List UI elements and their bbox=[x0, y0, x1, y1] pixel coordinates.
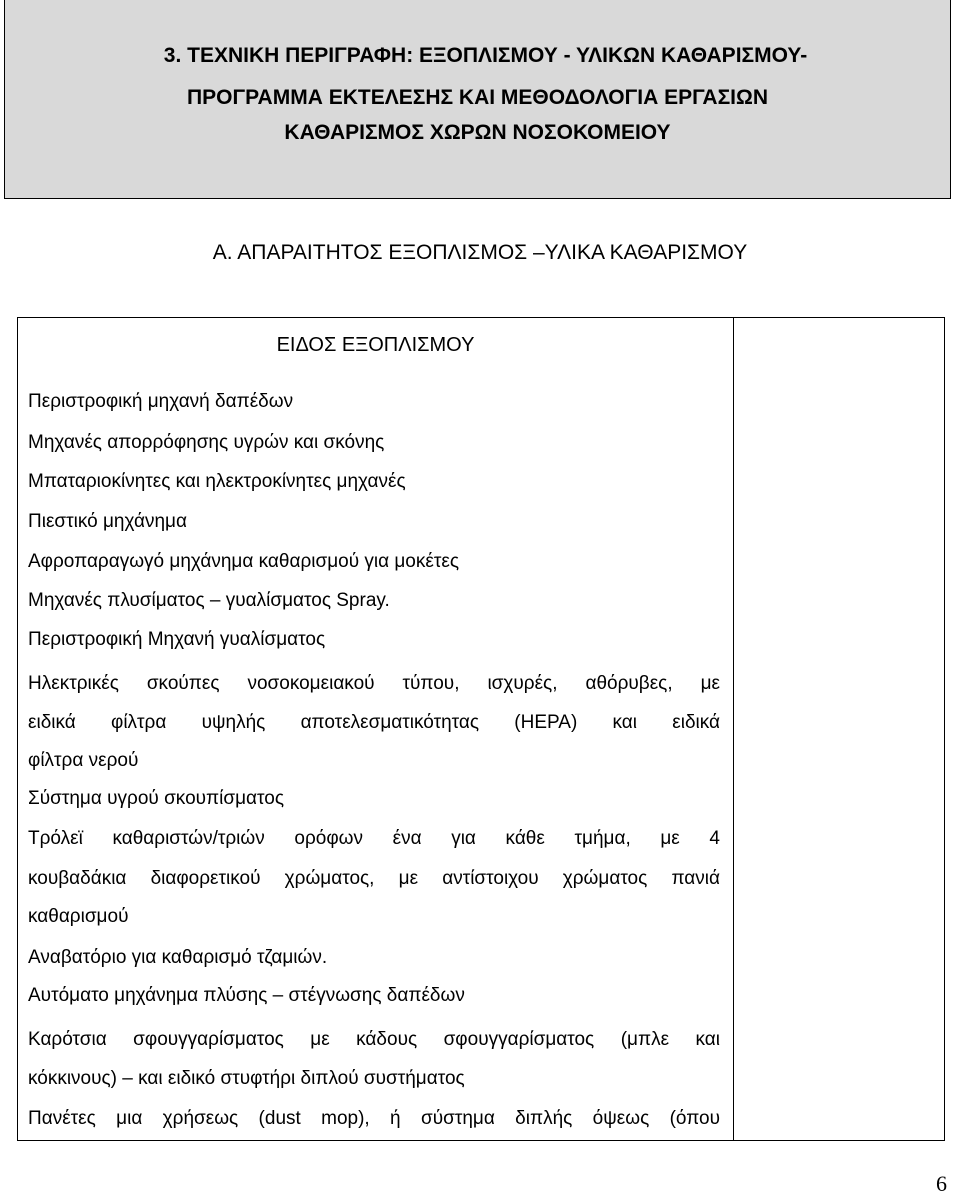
table-line: Σύστημα υγρού σκουπίσματος bbox=[28, 788, 284, 809]
table-line: Περιστροφική Μηχανή γυαλίσματος bbox=[28, 629, 326, 650]
table-line: Μπαταριοκίνητες και ηλεκτροκίνητες μηχανές bbox=[28, 471, 406, 492]
table-line: Καρότσια σφουγγαρίσματος με κάδους σφουγγαρίσματος (μπλε και bbox=[28, 1029, 720, 1050]
equipment-table bbox=[17, 317, 945, 1141]
title-box bbox=[4, 0, 951, 199]
table-line: καθαρισμού bbox=[28, 906, 129, 927]
table-line: Αναβατόριο για καθαρισμό τζαμιών. bbox=[28, 947, 328, 968]
table-line: Περιστροφική μηχανή δαπέδων bbox=[28, 391, 294, 412]
section-heading: Α. ΑΠΑΡΑΙΤΗΤΟΣ ΕΞΟΠΛΙΣΜΟΣ –ΥΛΙΚΑ ΚΑΘΑΡΙΣΜΟΥ bbox=[212, 241, 748, 264]
table-line: Τρόλεϊ καθαριστών/τριών ορόφων ένα για κάθε τμήμα, με 4 bbox=[28, 828, 720, 849]
table-column-divider bbox=[733, 318, 734, 1140]
table-line: κόκκινους) – και ειδικό στυφτήρι διπλού συστήματος bbox=[28, 1068, 465, 1089]
table-line: Μηχανές πλυσίματος – γυαλίσματος Spray. bbox=[28, 590, 390, 611]
page-number: 6 bbox=[936, 1171, 947, 1196]
document-title-line-2: ΠΡΟΓΡΑΜΜΑ ΕΚΤΕΛΕΣΗΣ ΚΑΙ ΜΕΘΟΔΟΛΟΓΙΑ ΕΡΓΑΣΙΩΝ bbox=[186, 86, 769, 109]
table-header-equipment-type: ΕΙΔΟΣ ΕΞΟΠΛΙΣΜΟΥ bbox=[276, 334, 475, 356]
document-title-line-3: ΚΑΘΑΡΙΣΜΟΣ ΧΩΡΩΝ ΝΟΣΟΚΟΜΕΙΟΥ bbox=[284, 121, 671, 144]
table-line: φίλτρα νερού bbox=[28, 750, 139, 771]
table-line: κουβαδάκια διαφορετικού χρώματος, με αντίστοιχου χρώματος πανιά bbox=[28, 868, 720, 889]
table-line: Ηλεκτρικές σκούπες νοσοκομειακού τύπου, ισχυρές, αθόρυβες, με bbox=[28, 673, 720, 694]
table-line: Αφροπαραγωγό μηχάνημα καθαρισμού για μοκέτες bbox=[28, 551, 459, 572]
document-title-line-1: 3. ΤΕΧΝΙΚΗ ΠΕΡΙΓΡΑΦΗ: ΕΞΟΠΛΙΣΜΟΥ - ΥΛΙΚΩΝ ΚΑΘΑΡΙΣΜΟΥ- bbox=[163, 44, 808, 67]
table-line: Μηχανές απορρόφησης υγρών και σκόνης bbox=[28, 432, 385, 453]
table-line: ειδικά φίλτρα υψηλής αποτελεσματικότητας (HEPA) και ειδικά bbox=[28, 712, 720, 733]
table-line: Πιεστικό μηχάνημα bbox=[28, 511, 187, 532]
table-line: Πανέτες μια χρήσεως (dust mop), ή σύστημα διπλής όψεως (όπου bbox=[28, 1108, 720, 1129]
table-line: Αυτόματο μηχάνημα πλύσης – στέγνωσης δαπέδων bbox=[28, 985, 465, 1006]
